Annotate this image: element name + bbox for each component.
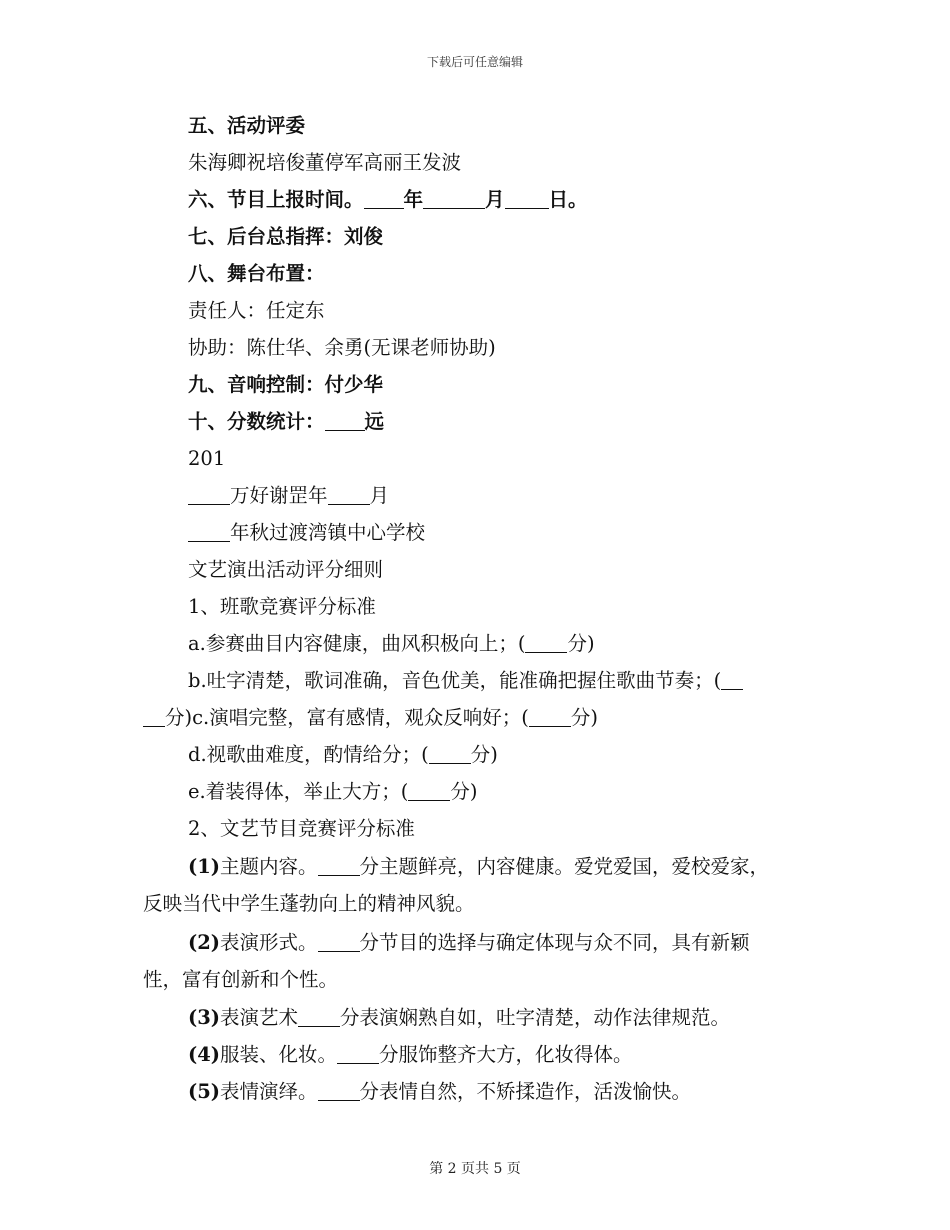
criterion-1-num: (1) (188, 855, 221, 878)
page-header: 下载后可任意编辑 (426, 55, 523, 69)
criterion-2 (188, 930, 750, 956)
rule-1-d (188, 742, 498, 768)
score-suffix: 分) (470, 743, 498, 766)
date-text-a: 万好谢罡年 (230, 484, 328, 507)
rule-1-b-text: b.吐字清楚，歌词准确，音色优美，能准确把握住歌曲节奏；( (188, 669, 722, 692)
criterion-2-num: (2) (188, 931, 221, 954)
criterion-2-cont: 性，富有创新和个性。 (143, 968, 339, 991)
rule-1-e (188, 779, 477, 805)
date-text-b: 月 (369, 484, 390, 507)
criterion-5-desc: 分表情自然，不矫揉造作，活泼愉快。 (359, 1080, 692, 1103)
score-blank (318, 855, 360, 876)
criterion-3-title: 表演艺术 (220, 1006, 299, 1029)
score-suffix: 分) (450, 780, 478, 803)
year-blank (364, 188, 404, 209)
criterion-1 (188, 854, 769, 880)
rule-1-heading: 1、班歌竞赛评分标准 (188, 595, 376, 618)
score-blank (318, 1080, 360, 1101)
year-label: 年 (403, 188, 424, 211)
rule-1-e-text: e.着装得体，举止大方；( (188, 780, 409, 803)
stage-assist: 协助：陈仕华、余勇(无课老师协助) (188, 336, 496, 359)
criterion-4 (188, 1042, 633, 1068)
score-blank (143, 706, 165, 727)
score-suffix: 分) (567, 632, 595, 655)
section-9: 九、音响控制：付少华 (188, 373, 384, 396)
day-blank (505, 188, 549, 209)
rule-1-c-text: 分)c.演唱完整，富有感情，观众反响好；( (165, 706, 529, 729)
rules-title: 文艺演出活动评分细则 (188, 558, 384, 581)
criterion-1-cont: 反映当代中学生蓬勃向上的精神风貌。 (143, 892, 475, 915)
section-6-line (188, 187, 588, 213)
criterion-1-desc: 分主题鲜亮，内容健康。爱党爱国，爱校爱家， (359, 855, 770, 878)
rule-1-d-text: d.视歌曲难度，酌情给分；( (188, 743, 429, 766)
score-blank (408, 780, 450, 801)
criterion-3-desc: 分表演娴熟自如，吐字清楚，动作法律规范。 (340, 1006, 731, 1029)
section-6-prefix: 六、节目上报时间。 (188, 188, 364, 211)
day-label: 日。 (548, 188, 588, 211)
rule-1-b (188, 668, 743, 694)
score-blank (529, 706, 571, 727)
section-7: 七、后台总指挥：刘俊 (188, 225, 384, 248)
judges-list: 朱海卿祝培俊董停军高丽王发波 (188, 151, 462, 174)
month-label: 月 (485, 188, 505, 211)
section-10-suffix: 远 (364, 410, 385, 433)
criterion-3-num: (3) (188, 1006, 221, 1029)
criterion-4-title: 服装、化妆。 (220, 1043, 338, 1066)
criterion-2-title: 表演形式。 (220, 931, 318, 954)
date-blank-2 (328, 484, 370, 505)
section-10-line (188, 409, 384, 435)
section-8-heading: 八、舞台布置： (188, 262, 325, 285)
stage-responsible: 责任人：任定东 (188, 299, 325, 322)
criterion-4-desc: 分服饰整齐大方，化妆得体。 (379, 1043, 633, 1066)
criterion-2-desc: 分节目的选择与确定体现与众不同，具有新颖 (359, 931, 750, 954)
rule-1-c (143, 705, 598, 731)
school-line (188, 520, 425, 546)
stats-blank (325, 410, 365, 431)
score-blank (337, 1043, 379, 1064)
date-blank-1 (188, 484, 230, 505)
criterion-1-title: 主题内容。 (220, 855, 318, 878)
rule-1-a-text: a.参赛曲目内容健康，曲风积极向上；( (188, 632, 526, 655)
criterion-5-num: (5) (188, 1080, 221, 1103)
score-blank (429, 743, 471, 764)
criterion-4-num: (4) (188, 1043, 221, 1066)
score-blank (525, 632, 567, 653)
rule-1-a (188, 631, 595, 657)
year-201: 201 (188, 447, 226, 470)
section-5-heading: 五、活动评委 (188, 114, 306, 137)
score-blank (318, 931, 360, 952)
page-footer: 第 2 页共 5 页 (429, 1161, 521, 1177)
date-line (188, 483, 389, 509)
school-text: 年秋过渡湾镇中心学校 (230, 521, 426, 544)
score-blank (721, 669, 743, 690)
section-10-prefix: 十、分数统计： (188, 410, 325, 433)
score-blank (298, 1006, 340, 1027)
criterion-5-title: 表情演绎。 (220, 1080, 318, 1103)
score-suffix: 分) (570, 706, 598, 729)
rule-2-heading: 2、文艺节目竞赛评分标准 (188, 817, 415, 840)
month-blank (423, 188, 485, 209)
school-year-blank (188, 521, 230, 542)
criterion-5 (188, 1079, 691, 1105)
criterion-3 (188, 1005, 730, 1031)
